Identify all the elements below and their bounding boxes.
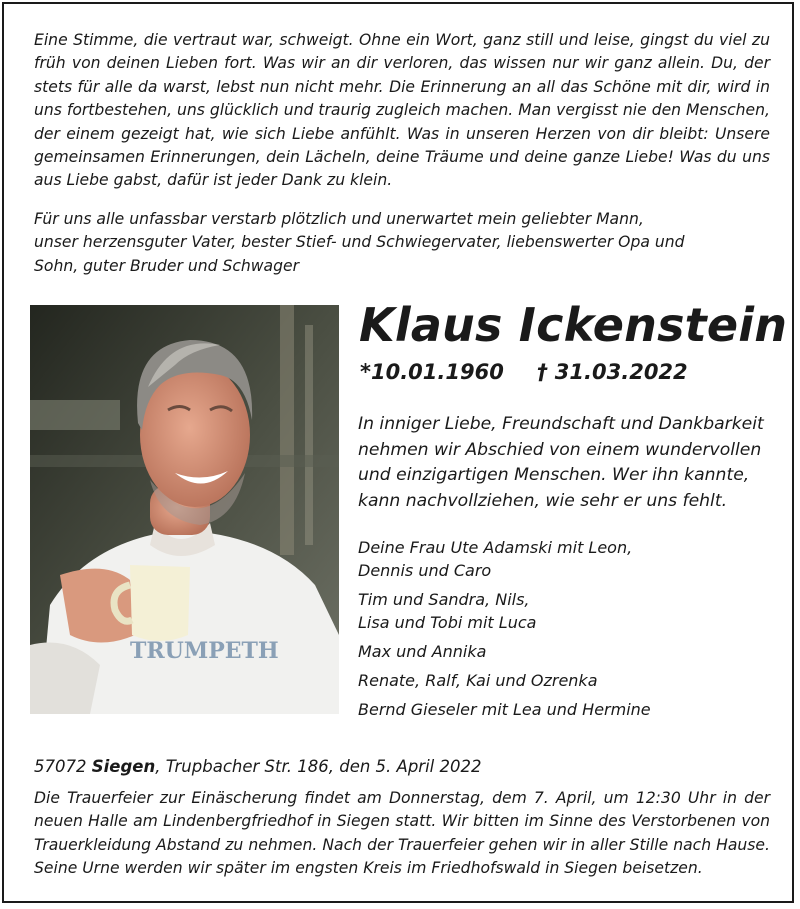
mourner-line: Lisa und Tobi mit Luca xyxy=(358,613,537,632)
mourner-line: Max und Annika xyxy=(358,642,487,661)
city: Siegen xyxy=(91,757,156,776)
tribute-line: In inniger Liebe, Freundschaft und Dankbarkeit xyxy=(358,414,764,434)
portrait-photo xyxy=(30,305,339,714)
mourner-line: Deine Frau Ute Adamski mit Leon, xyxy=(358,538,633,557)
place-and-date xyxy=(34,757,481,776)
mourner-group xyxy=(358,669,778,692)
mourner-line: Dennis und Caro xyxy=(358,561,492,580)
announcement-line: Sohn, guter Bruder und Schwager xyxy=(34,256,300,275)
birth-date: *10.01.1960 xyxy=(360,360,504,384)
mourner-line: Tim und Sandra, Nils, xyxy=(358,590,530,609)
mourner-group xyxy=(358,588,778,634)
death-announcement xyxy=(34,208,774,278)
deceased-name: Klaus Ickenstein xyxy=(359,298,788,352)
mourner-line: Renate, Ralf, Kai und Ozrenka xyxy=(358,671,598,690)
tribute-line: und einzigartigen Menschen. Wer ihn kannte, xyxy=(358,465,750,486)
ceremony-text: Die Trauerfeier zur Einäscherung findet am Donnerstag, dem 7. April, um 12:30 Uhr in der neuen Halle am Lindenbergfriedhof in Siegen statt. Wir bitten im Sinne des Verstorbenen von Trauerkleidung Abstand zu nehmen. Nach der Trauerfeier gehen wir in aller Stille nach Hause. Seine Urne werden wir später im engsten Kreis im Friedhofswald in Siegen beisetzen. xyxy=(34,789,770,878)
address-date: , Trupbacher Str. 186, den 5. April 2022 xyxy=(155,757,482,776)
mourners-list xyxy=(358,536,778,727)
mourner-group xyxy=(358,640,778,663)
tribute-line: kann nachvollziehen, wie sehr er uns fehlt. xyxy=(358,490,728,511)
announcement-line: unser herzensguter Vater, bester Stief- und Schwiegervater, liebenswerter Opa und xyxy=(34,233,685,252)
tribute-line: nehmen wir Abschied von einem wundervollen xyxy=(358,439,762,460)
mourner-group xyxy=(358,698,778,721)
poem-text: Eine Stimme, die vertraut war, schweigt. Ohne ein Wort, ganz still und leise, gingst du viel zu früh von deinen Lieben fort. Was wir an dir verloren, das wissen nur wir ganz allein. Du, der stets für alle da warst, lebst nun nicht mehr. Die Erinnerung an all das Schöne mit dir, wird in uns fortbestehen, uns glücklich und traurig zugleich machen. Man vergisst nie den Menschen, der einem gezeigt hat, wie sich Liebe anfühlt. Was in unseren Herzen von dir bleibt: Unsere gemeinsamen Erinnerungen, dein Lächeln, deine Träume und deine ganze Liebe! Was du uns aus Liebe gabst, dafür ist jeder Dank zu klein. xyxy=(34,31,770,190)
tribute-text xyxy=(358,412,778,514)
mourner-line: Bernd Gieseler mit Lea und Hermine xyxy=(358,700,651,719)
mourner-group xyxy=(358,536,778,582)
death-date: † 31.03.2022 xyxy=(537,360,688,384)
postcode: 57072 xyxy=(34,757,87,776)
shirt-print: TRUMPETH xyxy=(130,638,279,664)
announcement-line: Für uns alle unfassbar verstarb plötzlich und unerwartet mein geliebter Mann, xyxy=(34,210,644,228)
